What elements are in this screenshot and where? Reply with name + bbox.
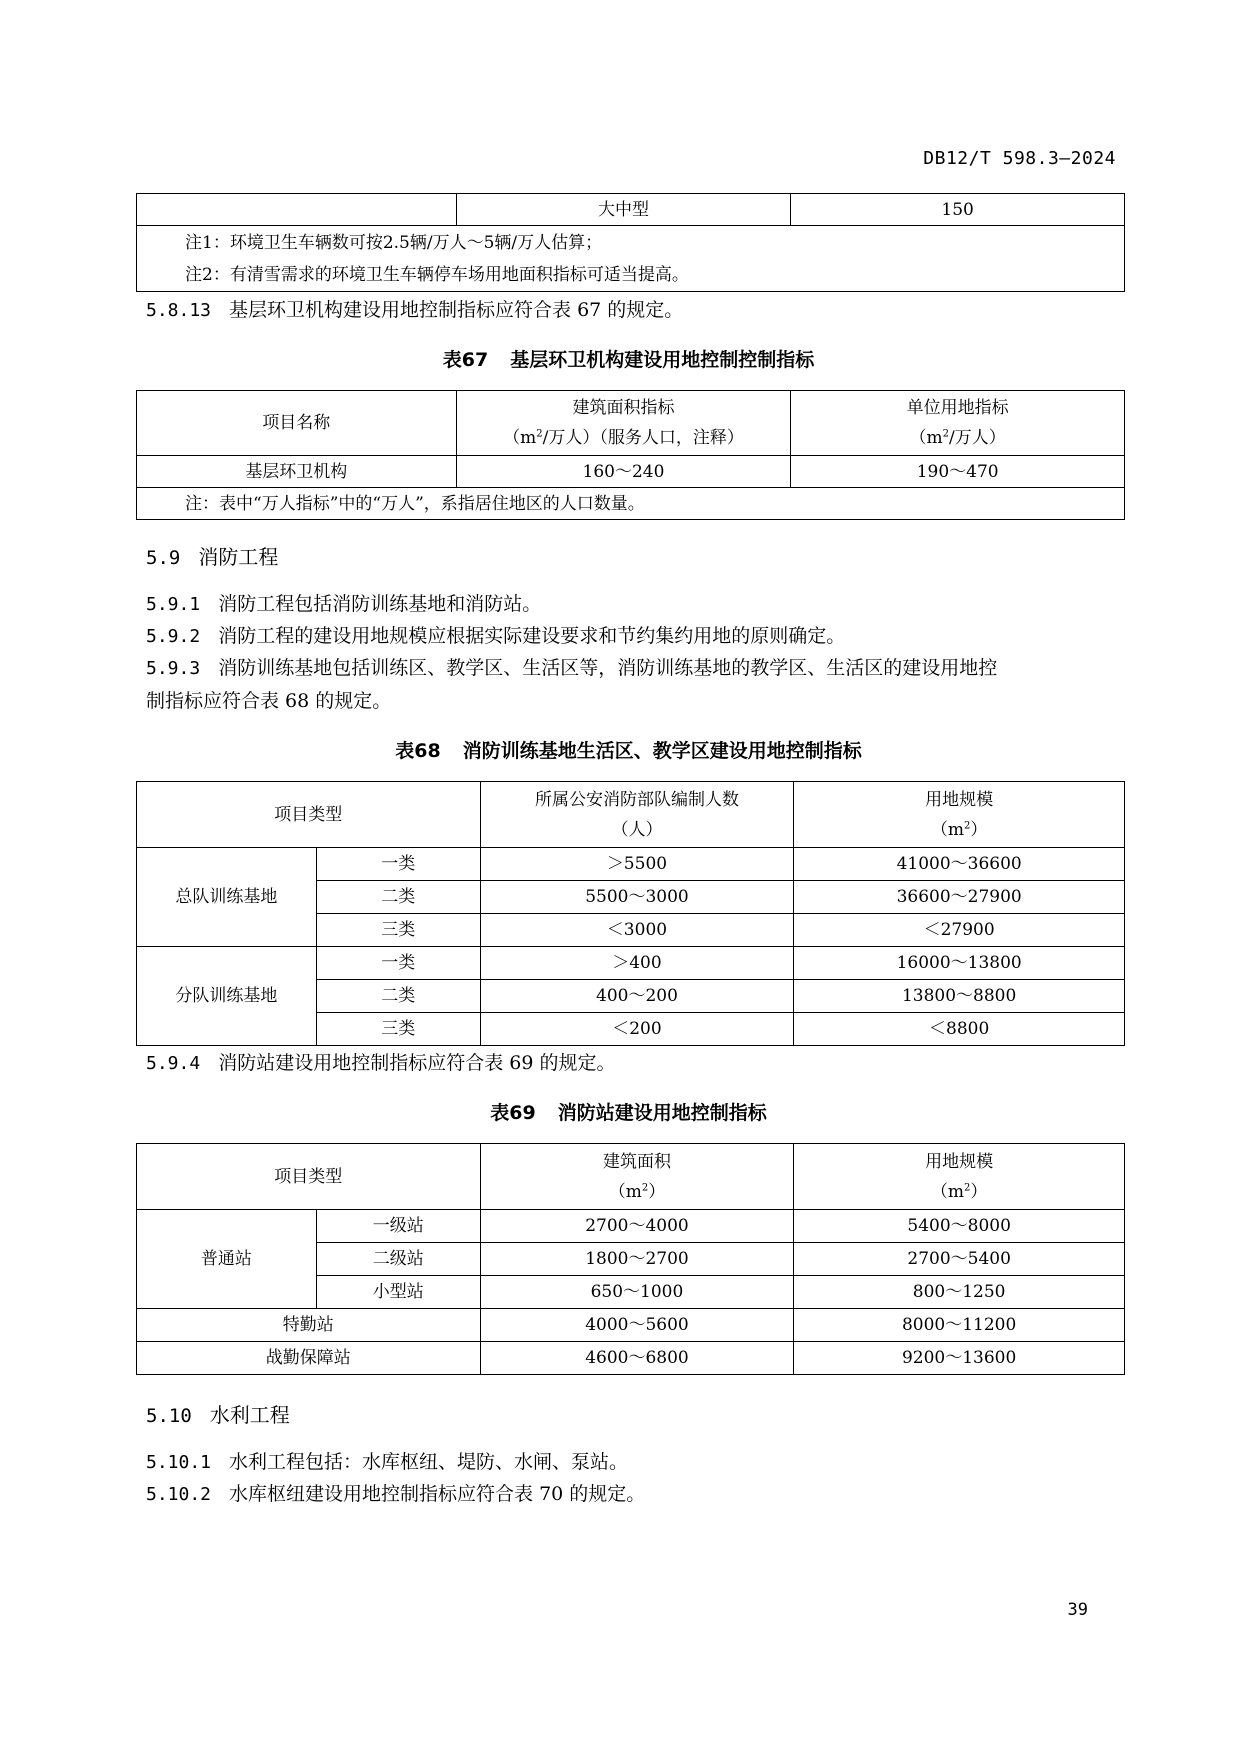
table-cell: 三类 [316, 1013, 480, 1046]
table-69 [136, 1143, 1125, 1375]
table-cell: ＞400 [480, 947, 794, 980]
table-row [137, 1210, 1125, 1243]
table-cell: 8000～11200 [794, 1309, 1125, 1342]
table-cell: 2700～5400 [794, 1243, 1125, 1276]
document-id: DB12/T 598.3—2024 [923, 148, 1116, 169]
table-cell: ＜3000 [480, 914, 794, 947]
table-cell: 1800～2700 [480, 1243, 794, 1276]
table-note-row [137, 488, 1125, 520]
table-cell: 二类 [316, 980, 480, 1013]
table-note: 注1：环境卫生车辆数可按2.5辆/万人～5辆/万人估算； [185, 232, 603, 253]
paragraph-5-9-4: 5.9.4 消防站建设用地控制指标应符合表 69 的规定。 [146, 1052, 616, 1074]
table-cell: 4000～5600 [480, 1309, 794, 1342]
paragraph-5-10-2: 5.10.2 水库枢纽建设用地控制指标应符合表 70 的规定。 [146, 1483, 646, 1505]
table-cell: 190～470 [791, 456, 1125, 488]
table-header-row [137, 782, 1125, 848]
table-cell: ＜27900 [794, 914, 1125, 947]
section-5-10: 5.10 水利工程 [146, 1403, 290, 1427]
table-cell: 一类 [316, 848, 480, 881]
table-cell: 13800～8800 [794, 980, 1125, 1013]
table-cell: 战勤保障站 [137, 1342, 481, 1375]
table-row [137, 848, 1125, 881]
table-cell: 特勤站 [137, 1309, 481, 1342]
column-header: 所属公安消防部队编制人数 （人） [480, 782, 794, 848]
table-cell: ＜200 [480, 1013, 794, 1046]
table-header-row [137, 391, 1125, 456]
table-cell: 41000～36600 [794, 848, 1125, 881]
column-header: 单位用地指标 （$m^2/$万人） [791, 391, 1125, 456]
table-cell: 4600～6800 [480, 1342, 794, 1375]
table-cell: 三类 [316, 914, 480, 947]
paragraph-5-10-1: 5.10.1 水利工程包括：水库枢纽、堤防、水闸、泵站。 [146, 1451, 629, 1473]
column-header: 项目类型 [137, 1144, 481, 1210]
column-header: 用地规模 $(m^2)$ [794, 1144, 1125, 1210]
table-68-caption: 表68 消防训练基地生活区、教学区建设用地控制指标 [395, 740, 862, 762]
table-cell: 400～200 [480, 980, 794, 1013]
column-header: 用地规模 $(m^2)$ [794, 782, 1125, 848]
table-cell: 5500～3000 [480, 881, 794, 914]
table-68 [136, 781, 1125, 1046]
table-cell: ＜8800 [794, 1013, 1125, 1046]
table-note-row [137, 226, 1125, 292]
table-cell: 16000～13800 [794, 947, 1125, 980]
table-continued [136, 193, 1125, 292]
table-cell: ＞5500 [480, 848, 794, 881]
paragraph-5-9-2: 5.9.2 消防工程的建设用地规模应根据实际建设要求和节约集约用地的原则确定。 [146, 625, 846, 647]
table-cell: 一级站 [316, 1210, 480, 1243]
table-cell: 一类 [316, 947, 480, 980]
table-cell: 大中型 [456, 194, 791, 226]
paragraph-5-9-1: 5.9.1 消防工程包括消防训练基地和消防站。 [146, 593, 542, 615]
table-row [137, 947, 1125, 980]
table-cell [137, 194, 457, 226]
table-note: 注：表中“万人指标”中的“万人”，系指居住地区的人口数量。 [137, 488, 1125, 520]
table-cell: 二级站 [316, 1243, 480, 1276]
table-row [137, 1309, 1125, 1342]
group-label: 总队训练基地 [137, 848, 317, 947]
group-label: 分队训练基地 [137, 947, 317, 1046]
table-cell: 5400～8000 [794, 1210, 1125, 1243]
table-67 [136, 390, 1125, 520]
group-label: 普通站 [137, 1210, 317, 1309]
table-67-caption: 表67 基层环卫机构建设用地控制控制指标 [442, 349, 815, 371]
table-cell: 小型站 [316, 1276, 480, 1309]
table-cell: 36600～27900 [794, 881, 1125, 914]
section-5-9: 5.9 消防工程 [146, 545, 279, 569]
paragraph-5-9-3: 5.9.3 消防训练基地包括训练区、教学区、生活区等，消防训练基地的教学区、生活区的建设用地控 制指标应符合表 68 的规定。 [146, 657, 998, 712]
table-row [137, 456, 1125, 488]
paragraph-5-8-13: 5.8.13 基层环卫机构建设用地控制指标应符合表 67 的规定。 [146, 299, 684, 321]
table-cell: 2700～4000 [480, 1210, 794, 1243]
column-header: 建筑面积 $(m^2)$ [480, 1144, 794, 1210]
table-cell: 160～240 [456, 456, 791, 488]
table-cell: 650～1000 [480, 1276, 794, 1309]
table-row [137, 194, 1125, 226]
table-cell: 基层环卫机构 [137, 456, 457, 488]
table-cell: 800～1250 [794, 1276, 1125, 1309]
table-cell: 二类 [316, 881, 480, 914]
column-header: 建筑面积指标 （$m^2/$万人）（服务人口，注释） [456, 391, 791, 456]
column-header: 项目名称 [137, 391, 457, 456]
table-cell: 9200～13600 [794, 1342, 1125, 1375]
table-note: 注2：有清雪需求的环境卫生车辆停车场用地面积指标可适当提高。 [185, 264, 689, 285]
table-69-caption: 表69 消防站建设用地控制指标 [490, 1102, 767, 1124]
column-header: 项目类型 [137, 782, 481, 848]
table-header-row [137, 1144, 1125, 1210]
page-number: 39 [1067, 1600, 1088, 1620]
table-row [137, 1342, 1125, 1375]
table-cell: 150 [791, 194, 1125, 226]
